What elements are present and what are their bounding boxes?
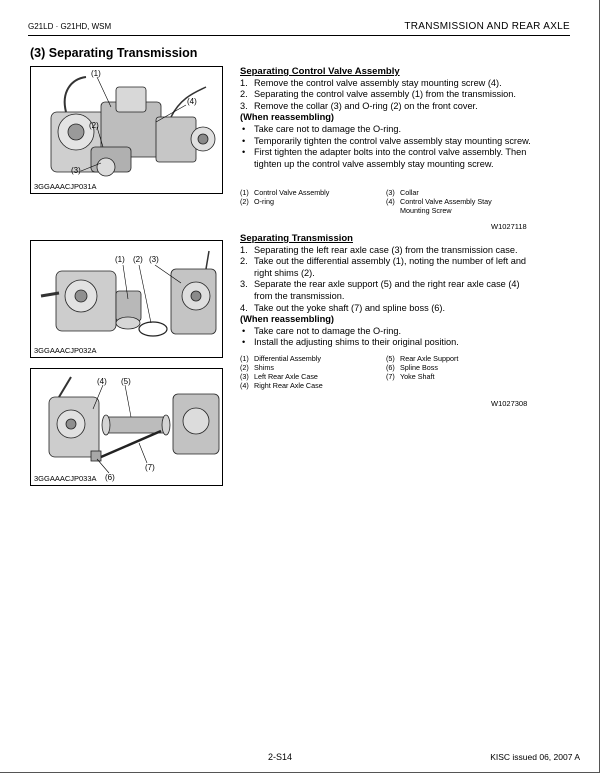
legend-item: (6) Spline Boss <box>386 363 438 372</box>
callout-1: (1) <box>115 255 125 264</box>
block-transmission <box>240 233 532 349</box>
control-valve-illustration <box>31 67 223 194</box>
issue-info: KISC issued 06, 2007 A <box>490 752 580 762</box>
legend-control-valve <box>240 188 532 220</box>
step-item: 2. Take out the differential assembly (1), noting the number of left and right shims (2). <box>240 256 527 278</box>
section-title: (3) Separating Transmission <box>30 46 198 60</box>
block-title: Separating Transmission <box>240 233 353 244</box>
header-chapter: TRANSMISSION AND REAR AXLE <box>404 21 570 32</box>
step-item: 1. Separating the left rear axle case (3) from the transmission case. <box>240 244 518 255</box>
step-item: 2. Separating the control valve assembly (1) from the transmission. <box>240 89 516 100</box>
legend-transmission <box>240 354 532 394</box>
step-item: 1. Remove the control valve assembly stay mounting screw (4). <box>240 77 502 88</box>
callout-3: (3) <box>149 255 159 264</box>
figure-caption: 3GGAAACJP031A <box>34 182 97 191</box>
callout-6: (6) <box>105 473 115 482</box>
step-item: 4. Take out the yoke shaft (7) and spline boss (6). <box>240 302 445 313</box>
legend-item: (7) Yoke Shaft <box>386 372 435 381</box>
block-control-valve <box>240 66 532 170</box>
bullet-item: • Take care not to damage the O-ring. <box>242 325 402 336</box>
figure-caption: 3GGAAACJP033A <box>34 474 97 483</box>
bullet-item: • Install the adjusting shims to their original position. <box>242 337 459 348</box>
page-number: 2-S14 <box>268 752 293 762</box>
legend-item: (2) O-ring <box>240 197 274 206</box>
callout-3: (3) <box>71 166 81 175</box>
transmission-split-illustration <box>31 241 223 358</box>
callout-4: (4) <box>97 377 107 386</box>
ref-code: W1027118 <box>491 222 527 231</box>
legend-item: (1) Differential Assembly <box>240 354 321 363</box>
page-header <box>28 20 570 36</box>
legend-item: (4) Right Rear Axle Case <box>240 381 323 390</box>
legend-item: (5) Rear Axle Support <box>386 354 459 363</box>
bullet-item: • Temporarily tighten the control valve assembly stay mounting screw. <box>242 135 531 146</box>
block-title: Separating Control Valve Assembly <box>240 66 400 77</box>
figure-axle-support <box>30 368 223 486</box>
callout-5: (5) <box>121 377 131 386</box>
callout-7: (7) <box>145 463 155 472</box>
callout-4: (4) <box>187 97 197 106</box>
step-item: 3. Separate the rear axle support (5) and the right rear axle case (4) from the transmission. <box>240 279 520 301</box>
ref-code: W1027308 <box>491 399 528 408</box>
figure-caption: 3GGAAACJP032A <box>34 346 97 355</box>
legend-item: (2) Shims <box>240 363 274 372</box>
callout-2: (2) <box>133 255 143 264</box>
header-model: G21LD · G21HD, WSM <box>28 22 112 31</box>
figure-control-valve <box>30 66 223 194</box>
legend-item: (3) Collar <box>386 188 419 197</box>
step-item: 3. Remove the collar (3) and O-ring (2) on the front cover. <box>240 100 478 111</box>
callout-2: (2) <box>89 121 99 130</box>
reassembly-heading: (When reassembling) <box>240 112 335 123</box>
reassembly-heading: (When reassembling) <box>240 314 335 325</box>
legend-item: (4) Control Valve Assembly Stay Mounting Screw <box>386 197 492 215</box>
bullet-item: • Take care not to damage the O-ring. <box>242 123 402 134</box>
callout-1: (1) <box>91 69 101 78</box>
legend-item: (3) Left Rear Axle Case <box>240 372 318 381</box>
figure-transmission-split <box>30 240 223 358</box>
legend-item: (1) Control Valve Assembly <box>240 188 330 197</box>
bullet-item: • First tighten the adapter bolts into the control valve assembly. Then tighten up the control valve assembly stay mounting screw. <box>242 147 527 169</box>
axle-support-illustration <box>31 369 223 486</box>
